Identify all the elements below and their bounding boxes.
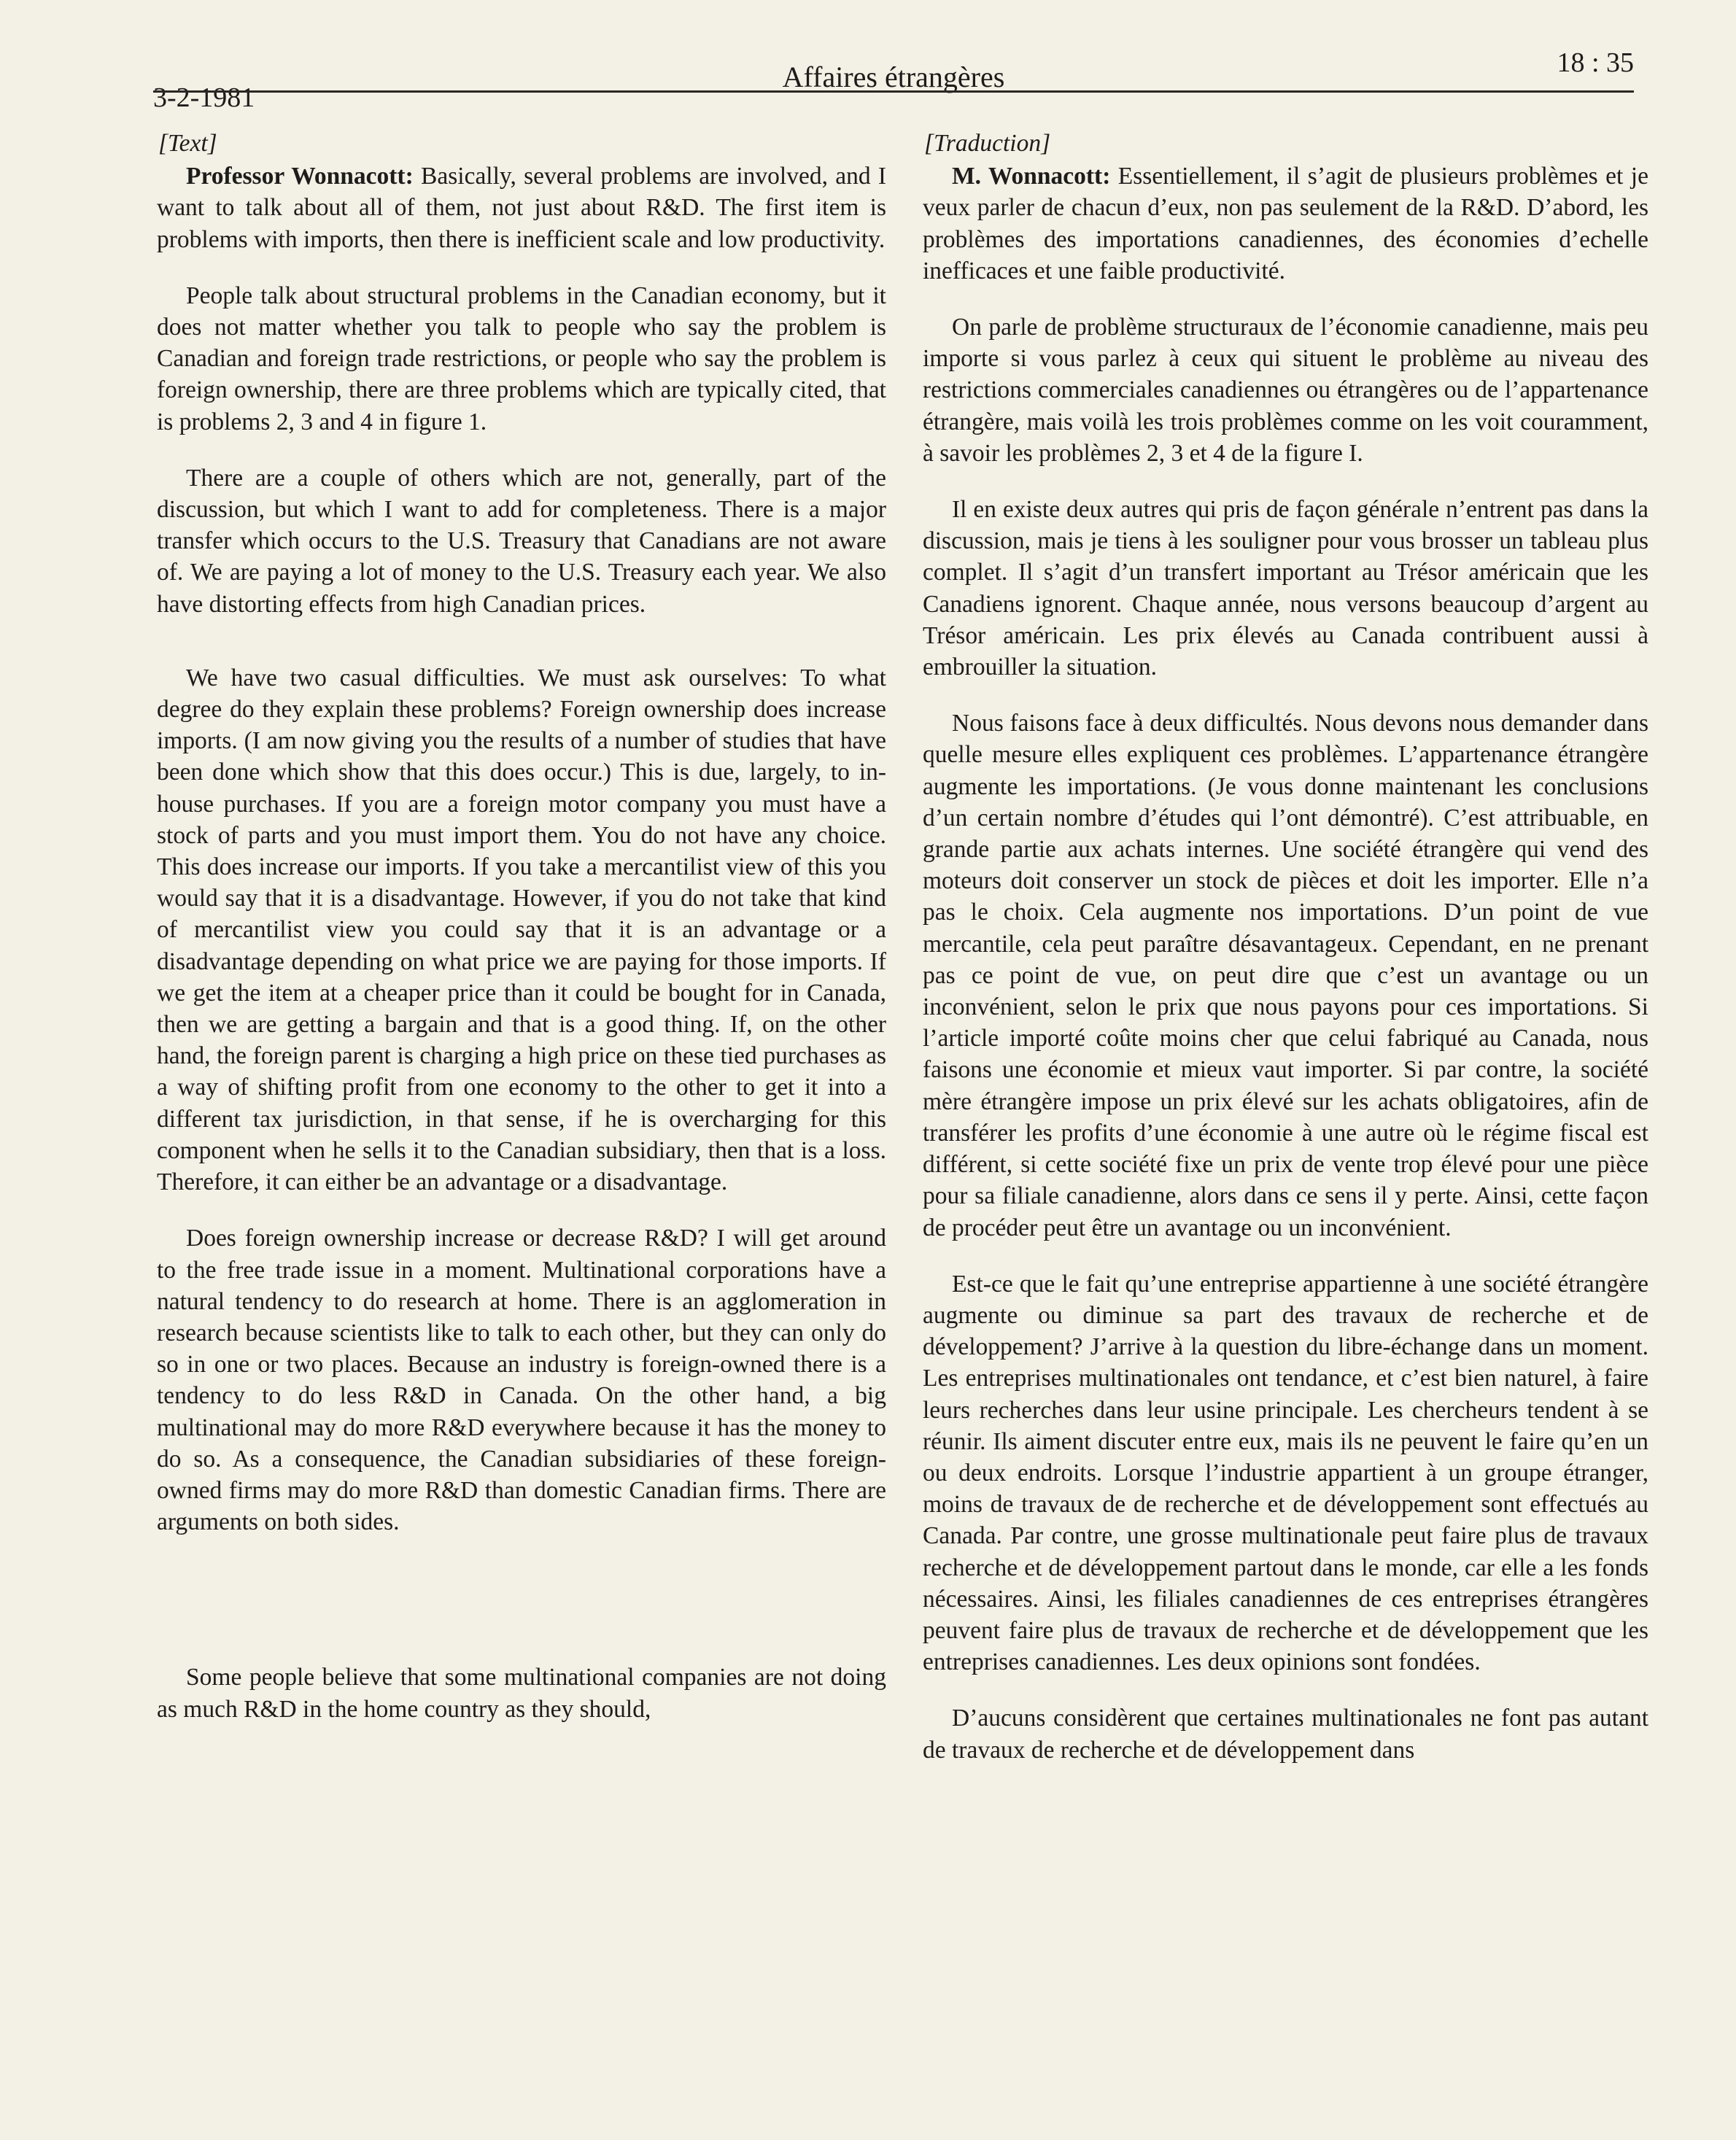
speaker-name: M. Wonnacott: (952, 163, 1111, 190)
paragraph: There are a couple of others which are not, generally, part of the discussion, but which I want to add for completeness. There is a major transfer which occurs to the U.S. Treasury that Canadians are not aware of. We are paying a lot of money to the U.S. Treasury each year. We also have distorting effects from high Canadian prices. (157, 464, 886, 618)
paragraph: Some people believe that some multinational companies are not doing as much R&D in the home country as they should, (157, 1664, 886, 1723)
speaker-name: Professor Wonnacott: (186, 163, 414, 190)
section-tag-traduction: [Traduction] (924, 130, 1051, 157)
paragraph: Does foreign ownership increase or decrease R&D? I will get around to the free trade issue in a moment. Multinational corporations have a natural tendency to do research at home. There is an agglomeration in research because scientists like to talk to each other, but they can only do so in one or two places. Because an industry is foreign-owned there is a tendency to do less R&D in Canada. On the other hand, a big multinational may do more R&D everywhere because it has the money to do so. As a consequence, the Canadian subsidiaries of these foreign-owned firms may do more R&D than domestic Canadian firms. There are arguments on both sides. (157, 1225, 886, 1536)
paragraph-text: Essentiellement, il s’agit de plusieurs problèmes et je veux parler de chacun d’eux, non pas seulement de la R&D. D’abord, les problèmes des importations canadiennes, des économies d’echelle inefficaces et une faible productivité. (923, 163, 1648, 284)
french-column (923, 128, 1648, 1791)
header-date: 3-2-1981 (153, 82, 255, 113)
paragraph: We have two casual difficulties. We must ask ourselves: To what degree do they explain these problems? Foreign ownership does increase imports. (I am now giving you the results of a number of studies that have been done which show that this does occur.) This is due, largely, to in-house purchases. If you are a foreign motor company you must have a stock of parts and you must import them. You do not have any choice. This does increase our imports. If you take a mercantilist view of this you would say that it is a disadvantage. However, if you do not take that kind of mercantilist view you could say that it is an advantage or a disadvantage depending on what price we are paying for those imports. If we get the item at a cheaper price than it could be bought for in Canada, then we are getting a bargain and that is a good thing. If, on the other hand, the foreign parent is charging a high price on these tied purchases as a way of shifting profit from one economy to the other to get it into a different tax jurisdiction, in that sense, if he is overcharging for this component when he sells it to the Canadian subsidiary, then that is a loss. Therefore, it can either be an advantage or a disadvantage. (157, 664, 886, 1196)
paragraph (157, 160, 886, 255)
paragraph: Est-ce que le fait qu’une entreprise appartienne à une société étrangère augmente ou diminue sa part des travaux de recherche et de développement? J’arrive à la question du libre-échange dans un moment. Les entreprises multinationales ont tendance, et c’est bien naturel, à faire leurs recherches dans leur usine principale. Les chercheurs tendent à se réunir. Ils aiment discuter entre eux, mais ils ne peuvent le faire qu’en un ou deux endroits. Lorsque l’industrie appartient à un groupe étranger, moins de travaux de de recherche et de développement sont effectués au Canada. Par contre, une grosse multinationale peut faire plus de travaux recherche et de développement partout dans le monde, car elle a les fonds nécessaires. Ainsi, les filiales canadiennes de ces entreprises étrangères peuvent faire plus de travaux de recherche et de développement que les entreprises canadiennes. Les deux opinions sont fondées. (923, 1270, 1648, 1676)
section-tag-text: [Text] (158, 130, 217, 157)
english-column (157, 128, 886, 1750)
paragraph: People talk about structural problems in the Canadian economy, but it does not matter whether you talk to people who say the problem is Canadian and foreign trade restrictions, or people who say the problem is foreign ownership, there are three problems which are typically cited, that is problems 2, 3 and 4 in figure 1. (157, 282, 886, 435)
paragraph: Il en existe deux autres qui pris de façon générale n’entrent pas dans la discussion, mais je tiens à les souligner pour vous brosser un tableau plus complet. Il s’agit d’un transfert important au Trésor américain que les Canadiens ignorent. Chaque année, nous versons beaucoup d’argent au Trésor américain. Les prix élevés au Canada contribuent aussi à embrouiller la situation. (923, 496, 1648, 681)
paragraph (923, 160, 1648, 287)
paragraph: Nous faisons face à deux difficultés. Nous devons nous demander dans quelle mesure elles expliquent ces problèmes. L’appartenance étrangère augmente les importations. (Je vous donne maintenant les conclusions d’un certain nombre d’études qui l’ont démontré). C’est attribuable, en grande partie aux achats internes. Une société étrangère qui vend des moteurs doit conserver un stock de pièces et doit les importer. Elle n’a pas le choix. Cela augmente nos importations. D’un point de vue mercantile, cela peut paraître désavantageux. Cependant, en ne prenant pas ce point de vue, on peut dire que c’est un avantage ou un inconvénient, selon le prix que nous payons pour ces importations. Si l’article importé coûte moins cher que celui fabriqué au Canada, nous faisons une économie et mieux vaut importer. Si par contre, la société mère étrangère impose un prix élevé sur les achats obligatoires, afin de transférer les profits d’une économie à une autre où le régime fiscal est différent, si cette société fixe un prix de vente trop élevé pour une pièce pour sa filiale canadienne, alors dans ce sens il y perte. Ainsi, cette façon de procéder peut être un avantage ou un inconvénient. (923, 710, 1648, 1241)
paragraph: D’aucuns considèrent que certaines multinationales ne font pas autant de travaux de recherche et de développement dans (923, 1705, 1648, 1764)
page-header (153, 44, 1634, 113)
paragraph: On parle de problème structuraux de l’économie canadienne, mais peu importe si vous parlez à ceux qui situent le problème au niveau des restrictions commerciales canadiennes ou étrangères ou de l’appartenance étrangère, mais voilà les trois problèmes comme on les voit couramment, à savoir les problèmes 2, 3 et 4 de la figure I. (923, 314, 1648, 467)
paragraph-text: Basically, several problems are involved, and I want to talk about all of them, not just about R&D. The first item is problems with imports, then there is inefficient scale and low productivity. (157, 163, 887, 253)
header-page-number: 18 : 35 (1557, 47, 1634, 78)
header-rule (153, 90, 1634, 93)
header-title: Affaires étrangères (782, 61, 1005, 93)
